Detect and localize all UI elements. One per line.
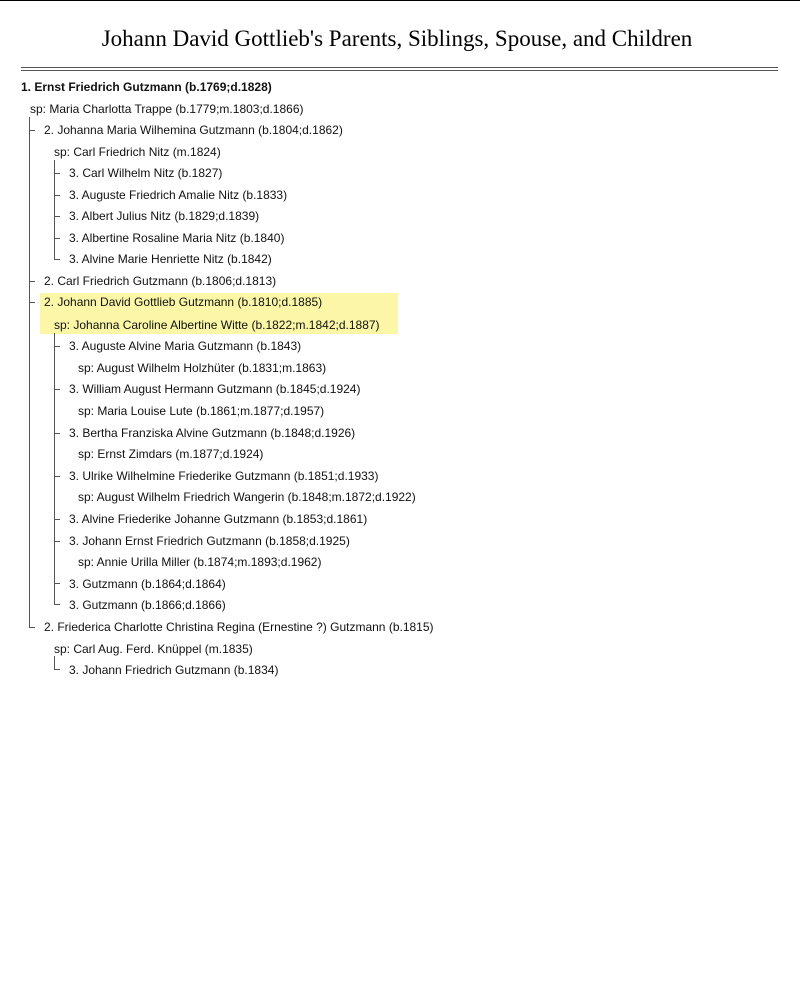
grandchild-entry: 3. Bertha Franziska Alvine Gutzmann (b.1848;d.1926) xyxy=(69,426,356,440)
spouse-entry: sp: August Wilhelm Holzhüter (b.1831;m.1863) xyxy=(78,361,327,375)
tree-tick xyxy=(54,519,60,520)
tree-tick xyxy=(54,583,60,584)
child-entry: 2. Friederica Charlotte Christina Regina (Ernestine ?) Gutzmann (b.1815) xyxy=(44,620,434,634)
tree-tick xyxy=(54,216,60,217)
tree-tick xyxy=(54,389,60,390)
tree-line-gen3-b xyxy=(54,333,55,605)
child-entry: 2. Carl Friedrich Gutzmann (b.1806;d.1813) xyxy=(44,274,277,288)
tree-tick xyxy=(54,195,60,196)
tree-line-gen3-a xyxy=(54,160,55,260)
spouse-entry: sp: Annie Urilla Miller (b.1874;m.1893;d.1962) xyxy=(78,555,322,569)
tree-tick xyxy=(54,346,60,347)
grandchild-entry: 3. Ulrike Wilhelmine Friederike Gutzmann (b.1851;d.1933) xyxy=(69,469,379,483)
grandchild-entry: 3. Johann Friedrich Gutzmann (b.1834) xyxy=(69,663,279,677)
spouse-entry: sp: August Wilhelm Friedrich Wangerin (b.1848;m.1872;d.1922) xyxy=(78,490,416,504)
tree-tick xyxy=(54,541,60,542)
grandchild-entry: 3. Auguste Alvine Maria Gutzmann (b.1843) xyxy=(69,339,302,353)
tree-tick xyxy=(54,433,60,434)
tree-tick xyxy=(54,476,60,477)
grandchild-entry: 3. Auguste Friedrich Amalie Nitz (b.1833) xyxy=(69,188,288,202)
tree-tick xyxy=(29,130,35,131)
grandchild-entry: 3. Alvine Friederike Johanne Gutzmann (b.1853;d.1861) xyxy=(69,512,368,526)
root-ancestor: 1. Ernst Friedrich Gutzmann (b.1769;d.1828) xyxy=(21,80,272,94)
grandchild-entry: 3. Alvine Marie Henriette Nitz (b.1842) xyxy=(69,252,272,266)
spouse-entry: sp: Carl Friedrich Nitz (m.1824) xyxy=(54,145,221,159)
tree-line-gen2 xyxy=(29,117,30,627)
tree-line-gen3-c xyxy=(54,656,55,670)
tree-tick xyxy=(29,627,35,628)
page-title: Johann David Gottlieb's Parents, Siblings, Spouse, and Children xyxy=(101,26,693,51)
grandchild-entry: 3. Albertine Rosaline Maria Nitz (b.1840) xyxy=(69,231,285,245)
spouse-entry: sp: Maria Charlotta Trappe (b.1779;m.1803;d.1866) xyxy=(30,102,304,116)
tree-tick xyxy=(54,173,60,174)
tree-tick xyxy=(54,259,60,260)
tree-tick xyxy=(29,302,35,303)
grandchild-entry: 3. Gutzmann (b.1866;d.1866) xyxy=(69,598,226,612)
grandchild-entry: 3. William August Hermann Gutzmann (b.1845;d.1924) xyxy=(69,382,361,396)
grandchild-entry: 3. Carl Wilhelm Nitz (b.1827) xyxy=(69,166,223,180)
focus-person-entry: 2. Johann David Gottlieb Gutzmann (b.1810;d.1885) xyxy=(44,295,323,309)
tree-tick xyxy=(54,604,60,605)
tree-tick xyxy=(54,669,60,670)
tree-tick xyxy=(54,238,60,239)
grandchild-entry: 3. Johann Ernst Friedrich Gutzmann (b.1858;d.1925) xyxy=(69,534,350,548)
spouse-entry: sp: Ernst Zimdars (m.1877;d.1924) xyxy=(78,447,264,461)
tree-tick xyxy=(29,281,35,282)
grandchild-entry: 3. Gutzmann (b.1864;d.1864) xyxy=(69,577,226,591)
focus-spouse-entry: sp: Johanna Caroline Albertine Witte (b.1822;m.1842;d.1887) xyxy=(54,318,380,332)
spouse-entry: sp: Maria Louise Lute (b.1861;m.1877;d.1957) xyxy=(78,404,325,418)
grandchild-entry: 3. Albert Julius Nitz (b.1829;d.1839) xyxy=(69,209,260,223)
child-entry: 2. Johanna Maria Wilhemina Gutzmann (b.1804;d.1862) xyxy=(44,123,343,137)
spouse-entry: sp: Carl Aug. Ferd. Knüppel (m.1835) xyxy=(54,642,253,656)
